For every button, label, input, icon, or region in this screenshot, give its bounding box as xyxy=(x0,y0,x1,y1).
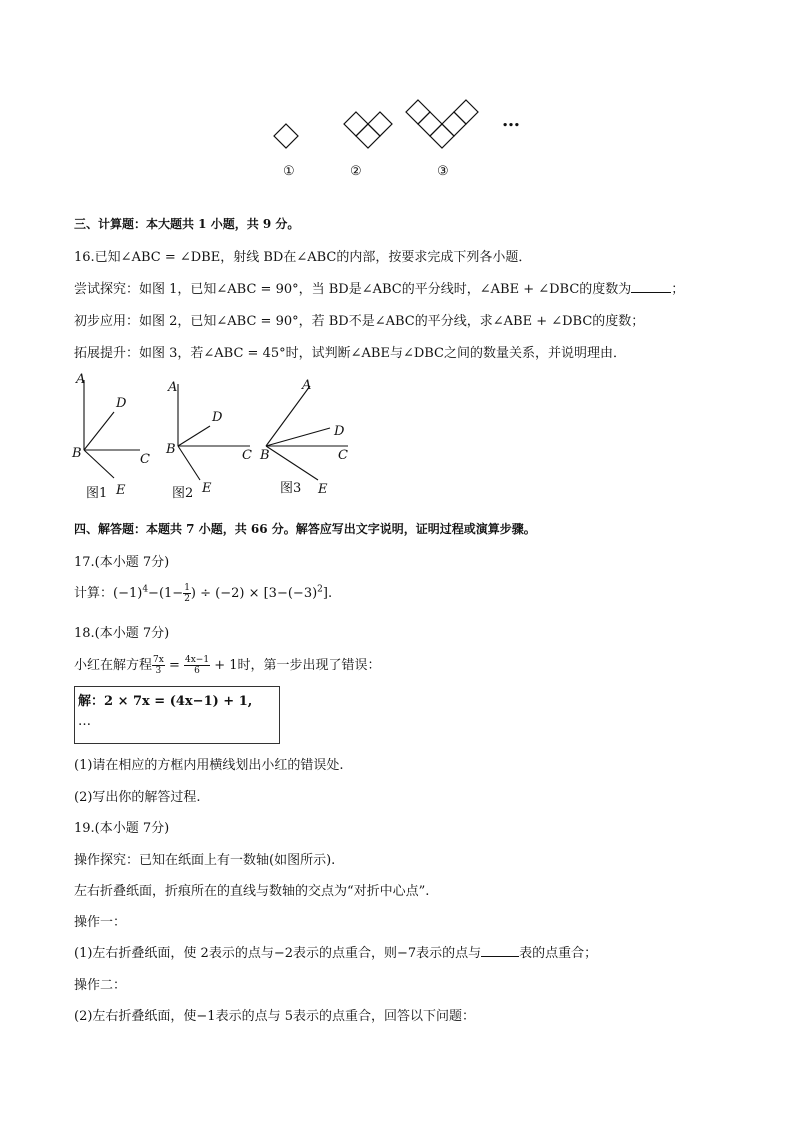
q19-answer-blank[interactable] xyxy=(481,944,519,957)
fig3-caption: 图3 xyxy=(280,481,302,496)
q18-part1: (1)请在相应的方框内用横线划出小红的错误处. xyxy=(74,758,344,773)
fig3-label-B: B xyxy=(260,448,270,463)
q18-part2: (2)写出你的解答过程. xyxy=(74,790,201,805)
q16-try-text: 尝试探究：如图 1，已知∠ABC = 90°，当 BD是∠ABC的平分线时，∠ABE + ∠DBC的度数为 xyxy=(74,282,632,297)
q18-title: 18.(本小题 7分) xyxy=(74,626,170,641)
q19-part1-b: 表的点重合； xyxy=(519,946,598,961)
fig3-label-D: D xyxy=(334,424,345,439)
q19-op1: 操作一： xyxy=(74,915,127,930)
q17-expression xyxy=(74,582,332,604)
q19-part1 xyxy=(74,942,597,961)
q17-frac-den: 2 xyxy=(184,594,190,604)
fig3-label-C: C xyxy=(338,448,348,463)
fig2-label-B: B xyxy=(166,442,176,457)
q17-pow2: 2 xyxy=(317,584,323,595)
fig1-label-C: C xyxy=(140,452,150,467)
q18-fraction-2 xyxy=(184,655,210,676)
q16-extend: 拓展提升：如图 3，若∠ABC = 45°时，试判断∠ABE与∠DBC之间的数量关系，并说明理由． xyxy=(74,346,627,361)
q19-title: 19.(本小题 7分) xyxy=(74,821,170,836)
fig3-label-E: E xyxy=(318,482,328,497)
q17-rest: ) ÷ (−2) × [3−(−3) xyxy=(190,586,318,601)
q17-minus-paren: −(1− xyxy=(148,586,184,601)
fig3-label-A: A xyxy=(302,378,312,393)
fig1-label-A: A xyxy=(76,372,86,387)
diamond-pattern-figure xyxy=(260,92,560,172)
q18-f2-den: 6 xyxy=(194,666,200,676)
pattern-label-2: ② xyxy=(350,164,362,179)
fig1-label-E: E xyxy=(116,483,126,498)
q16-apply: 初步应用：如图 2，已知∠ABC = 90°，若 BD不是∠ABC的平分线，求∠ABE + ∠DBC的度数； xyxy=(74,314,645,329)
q18-intro xyxy=(74,654,381,676)
q16-answer-blank[interactable] xyxy=(631,280,671,293)
section4-heading: 四、解答题：本题共 7 小题，共 66 分。解答应写出文字说明，证明过程或演算步骤。 xyxy=(74,522,536,536)
q17-frac-num: 1 xyxy=(184,583,190,593)
q19-fold: 左右折叠纸面，折痕所在的直线与数轴的交点为“对折中心点”. xyxy=(74,884,430,899)
q16-try xyxy=(74,278,684,297)
fig1-caption: 图1 xyxy=(86,486,108,501)
q16-try-end: ； xyxy=(671,282,685,297)
section3-heading: 三、计算题：本大题共 1 小题，共 9 分。 xyxy=(74,217,300,231)
pattern-label-1: ① xyxy=(283,164,295,179)
q18-f1-num: 7x xyxy=(153,655,164,665)
q18-intro-a: 小红在解方程 xyxy=(74,658,153,673)
q19-op2: 操作二： xyxy=(74,978,127,993)
q17-fraction xyxy=(183,583,191,604)
q18-fraction-1 xyxy=(152,655,165,676)
fig2-label-A: A xyxy=(168,380,178,395)
q18-f1-den: 3 xyxy=(155,666,162,676)
fig2-caption: 图2 xyxy=(172,486,194,501)
fig1-label-D: D xyxy=(116,396,127,411)
q18-box-line1: 解：2 × 7x = (4x−1) + 1, xyxy=(78,694,253,709)
q18-intro-b: + 1时，第一步出现了错误： xyxy=(210,658,381,673)
q16-stem: 16.已知∠ABC = ∠DBE，射线 BD在∠ABC的内部，按要求完成下列各小题． xyxy=(74,250,532,265)
q17-title: 17.(本小题 7分) xyxy=(74,555,170,570)
q18-box-line2: … xyxy=(78,714,91,729)
q19-explore: 操作探究：已知在纸面上有一数轴(如图所示). xyxy=(74,853,336,868)
q16-figures xyxy=(70,370,370,500)
q18-eq: = xyxy=(164,658,184,673)
q17-calc-prefix: 计算：(−1) xyxy=(74,586,143,601)
q19-part2: (2)左右折叠纸面，使−1表示的点与 5表示的点重合，回答以下问题： xyxy=(74,1009,475,1024)
q17-pow4: 4 xyxy=(142,584,149,595)
fig2-label-C: C xyxy=(242,448,252,463)
fig2-label-D: D xyxy=(212,410,223,425)
pattern-ellipsis: … xyxy=(502,110,520,131)
pattern-label-3: ③ xyxy=(437,164,449,179)
q17-end: ]. xyxy=(322,586,333,601)
q19-part1-a: (1)左右折叠纸面，使 2表示的点与−2表示的点重合，则−7表示的点与 xyxy=(74,946,482,961)
fig2-label-E: E xyxy=(202,481,212,496)
q18-f2-num: 4x−1 xyxy=(185,655,210,665)
fig1-label-B: B xyxy=(72,446,82,461)
